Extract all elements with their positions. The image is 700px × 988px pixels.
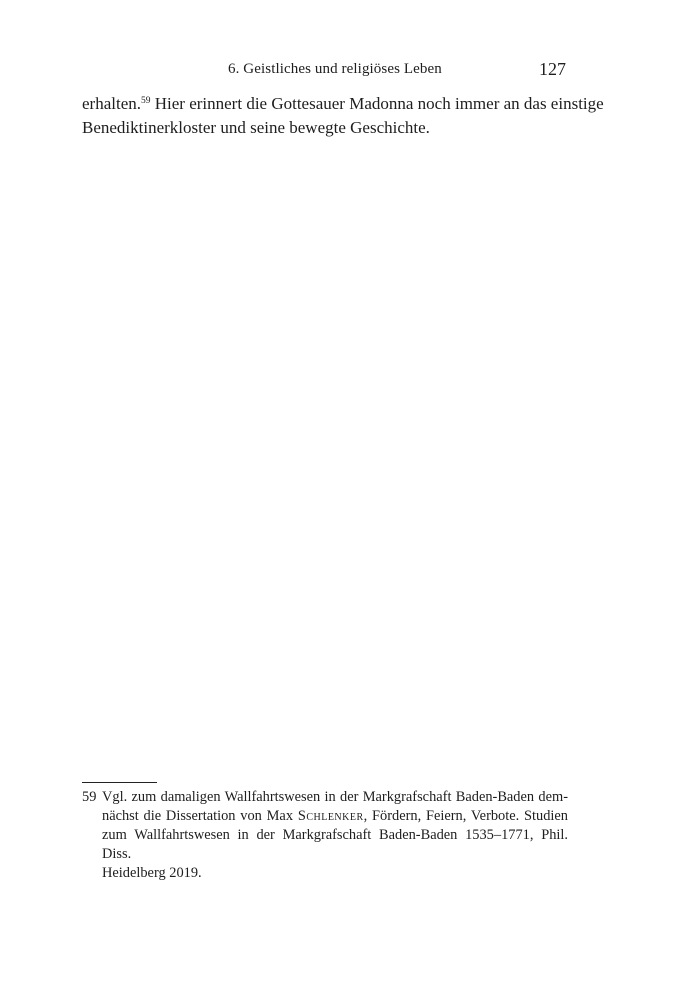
footnote-text xyxy=(102,788,568,883)
body-text-segment: Hier erinnert die Gottesauer Madonna noch immer an das einstige xyxy=(150,94,604,113)
body-paragraph xyxy=(82,92,604,140)
footnote xyxy=(82,788,568,883)
footnote-text-segment: nächst die Dissertation von Max xyxy=(102,808,298,824)
author-name: Schlenker xyxy=(297,808,364,824)
footnote-line xyxy=(102,807,568,826)
footnote-line: Heidelberg 2019. xyxy=(102,865,202,881)
body-text-segment: erhalten. xyxy=(82,94,141,113)
running-title: 6. Geistliches und religiöses Leben xyxy=(228,61,442,77)
body-line xyxy=(82,92,604,116)
footnote-text-segment: , Fördern, Feiern, Verbote. Studien xyxy=(363,808,568,824)
body-line: Benediktinerkloster und seine bewegte Geschichte. xyxy=(82,118,430,137)
footnote-reference[interactable]: 59 xyxy=(141,96,151,106)
footnote-line: zum Wallfahrtswesen in der Markgrafschaft Baden-Baden 1535–1771, Phil. Diss. xyxy=(102,827,568,862)
footnote-divider xyxy=(82,782,157,783)
footnote-number: 59 xyxy=(82,789,97,805)
page-number: 127 xyxy=(539,59,566,79)
running-head xyxy=(82,61,568,81)
footnote-line: Vgl. zum damaligen Wallfahrtswesen in der Markgrafschaft Baden-Baden dem- xyxy=(102,789,568,805)
